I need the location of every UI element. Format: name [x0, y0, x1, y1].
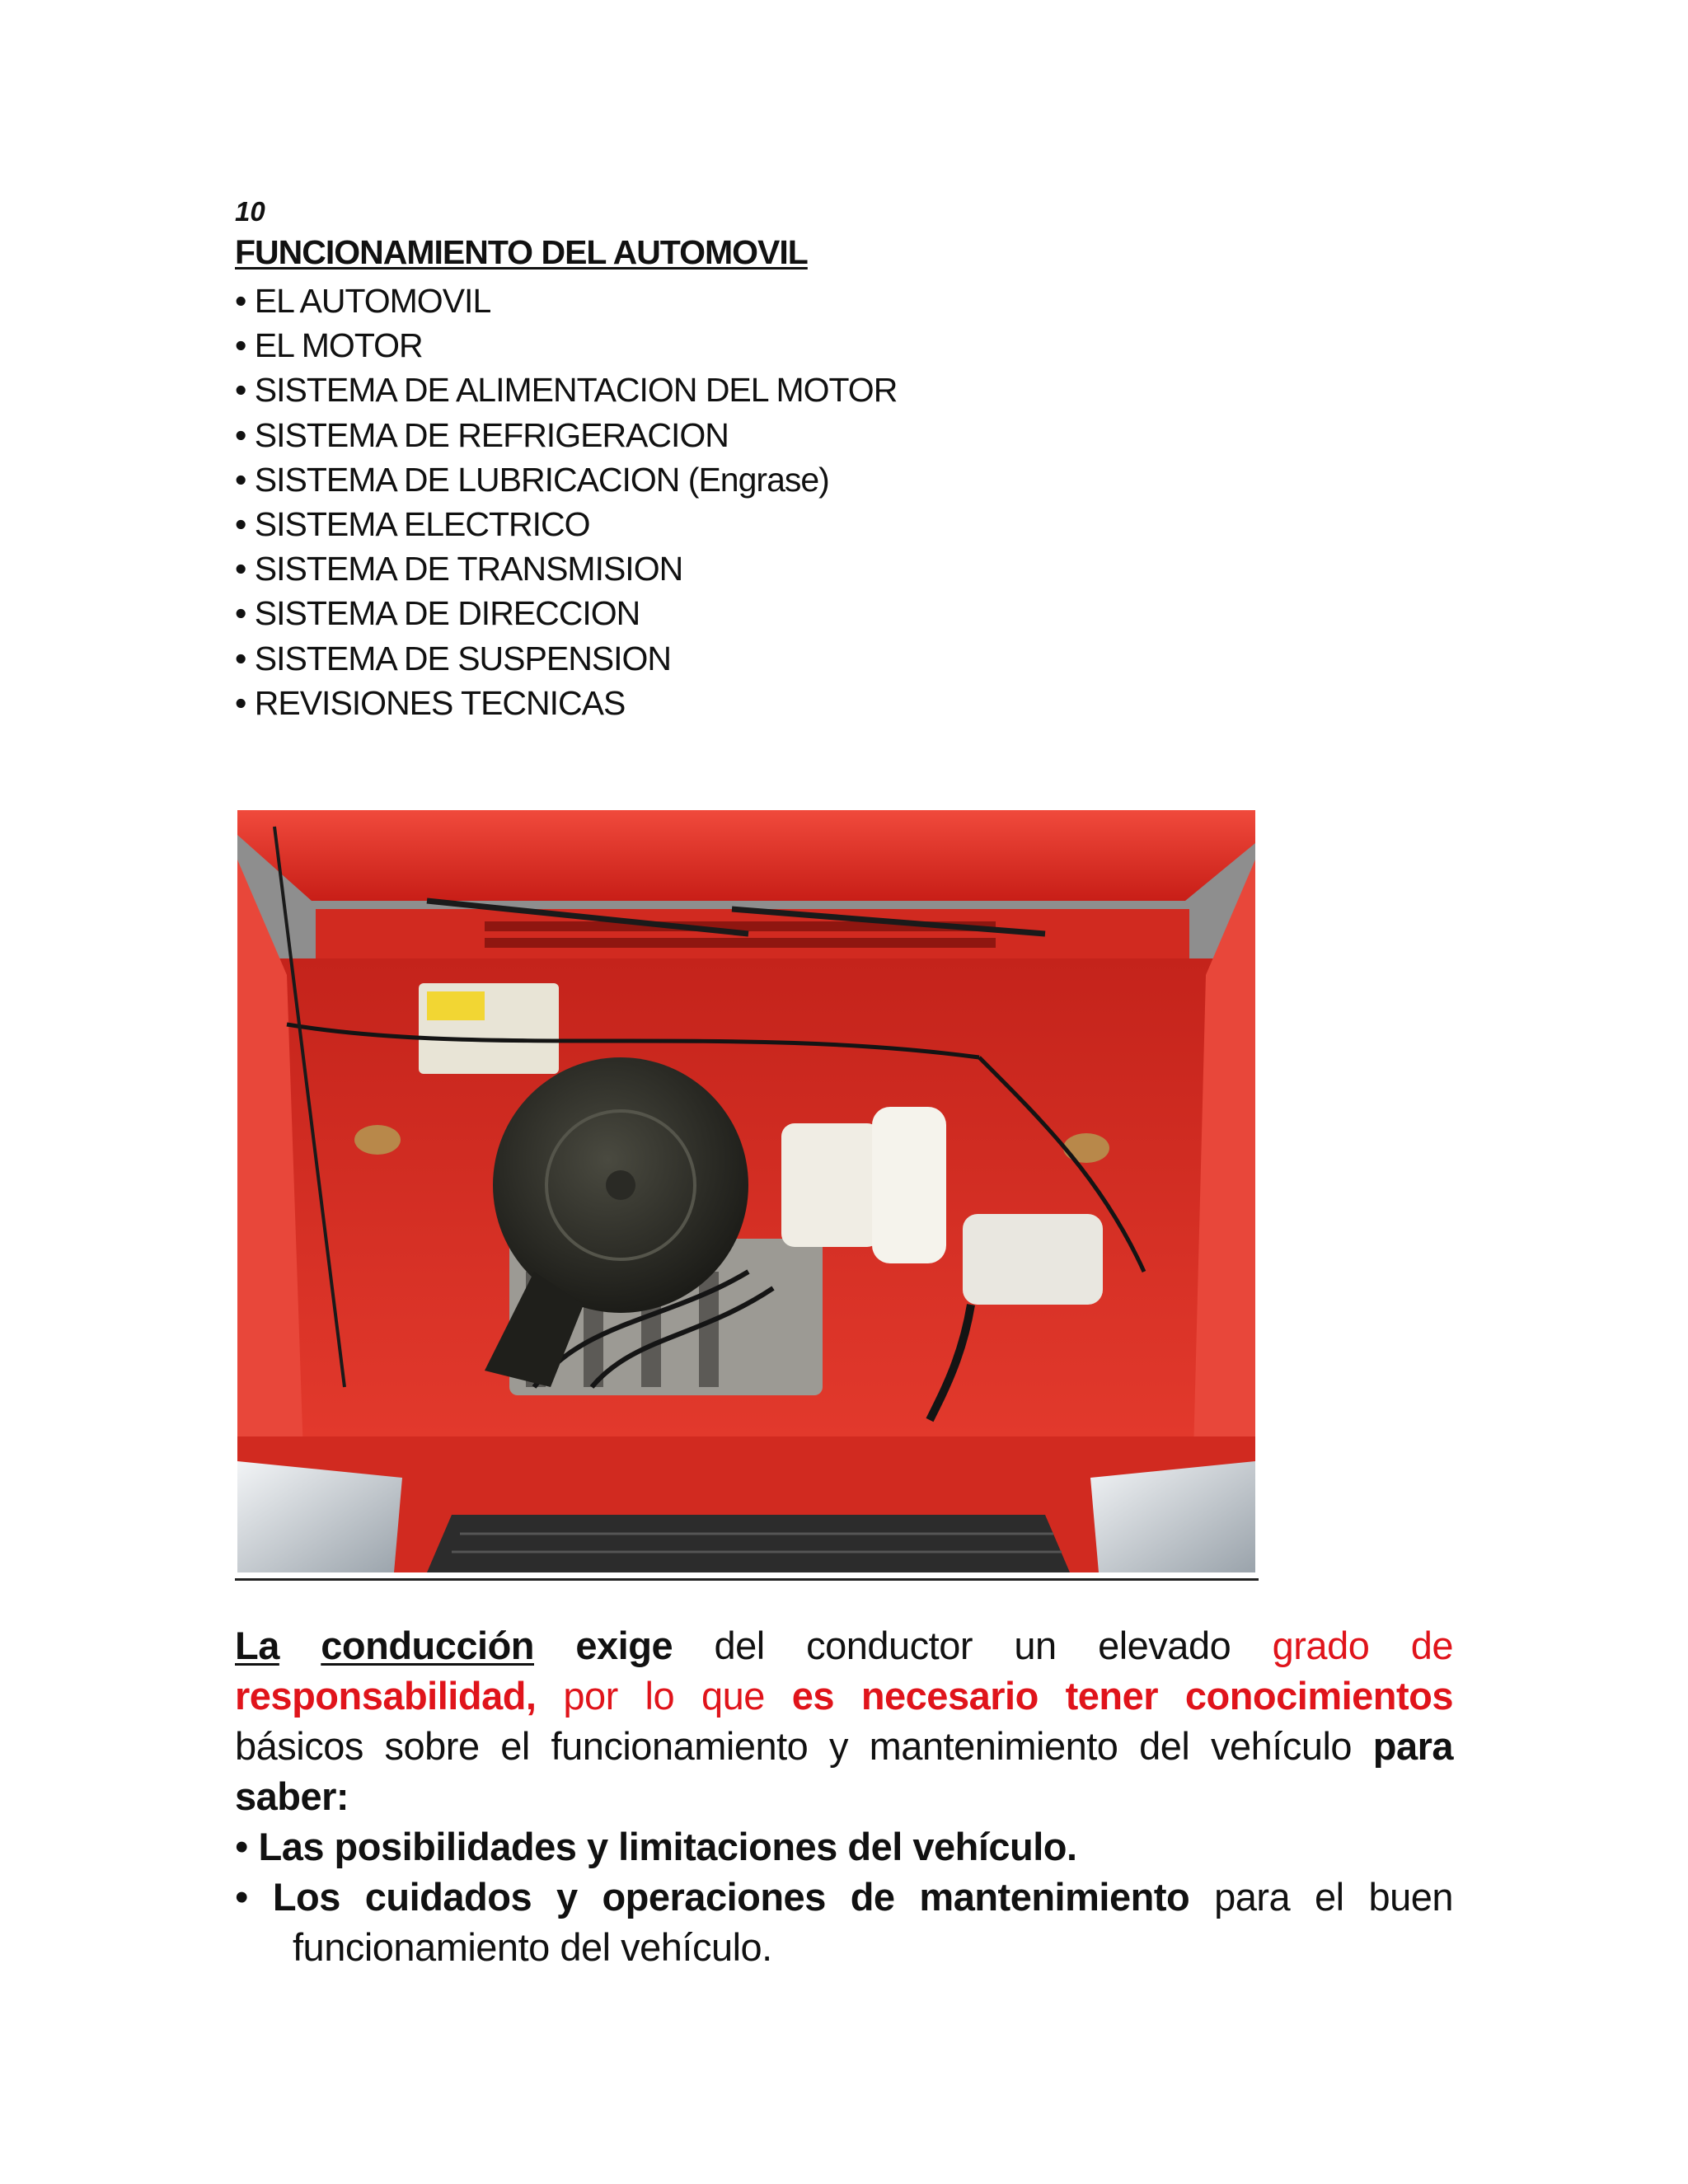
bullet-text: Los cuidados y operaciones de mantenimiento: [272, 1875, 1190, 1919]
emphasis: conducción: [321, 1624, 534, 1667]
emphasis: exige: [575, 1624, 673, 1667]
text-run: del conductor un elevado: [714, 1624, 1231, 1667]
topic-item: • SISTEMA DE SUSPENSION: [235, 636, 897, 681]
text-run: básicos sobre el funcionamiento y mantenimiento del vehículo: [235, 1724, 1353, 1768]
intro-text: [235, 1620, 1453, 1972]
highlight-red: grado de: [1272, 1624, 1454, 1667]
engine-bay-photo: [237, 810, 1255, 1572]
intro-paragraph: [235, 1620, 1453, 1821]
topic-item: • SISTEMA DE ALIMENTACION DEL MOTOR: [235, 368, 897, 412]
section-title: FUNCIONAMIENTO DEL AUTOMOVIL: [235, 233, 808, 271]
topic-item: • SISTEMA DE LUBRICACION (Engrase): [235, 457, 897, 502]
highlight-red-bold: responsabilidad,: [235, 1674, 537, 1718]
figure-divider: [235, 1578, 1259, 1581]
emphasis: La: [235, 1624, 279, 1667]
highlight-red: por lo que: [563, 1674, 765, 1718]
topic-item: • SISTEMA DE REFRIGERACION: [235, 413, 897, 457]
bullet-item: • Los cuidados y operaciones de mantenimiento para el buen: [235, 1875, 1454, 1919]
topic-item: • SISTEMA DE TRANSMISION: [235, 546, 897, 591]
highlight-red-bold: es necesario tener conocimientos: [791, 1674, 1454, 1718]
bullet-text: Las posibilidades y limitaciones del vehículo.: [258, 1825, 1077, 1868]
page-number: 10: [235, 196, 265, 227]
bullet-text: para el buen: [1214, 1875, 1454, 1919]
emphasis: para saber:: [235, 1724, 1454, 1818]
topic-item: • SISTEMA DE DIRECCION: [235, 591, 897, 635]
topic-list: [235, 279, 897, 725]
topic-item: • SISTEMA ELECTRICO: [235, 502, 897, 546]
bullet-continuation: funcionamiento del vehículo.: [293, 1925, 772, 1969]
topic-item: • EL AUTOMOVIL: [235, 279, 897, 323]
topic-item: • EL MOTOR: [235, 323, 897, 368]
topic-item: • REVISIONES TECNICAS: [235, 681, 897, 725]
bullet-item: • Las posibilidades y limitaciones del vehículo.: [235, 1825, 1077, 1868]
